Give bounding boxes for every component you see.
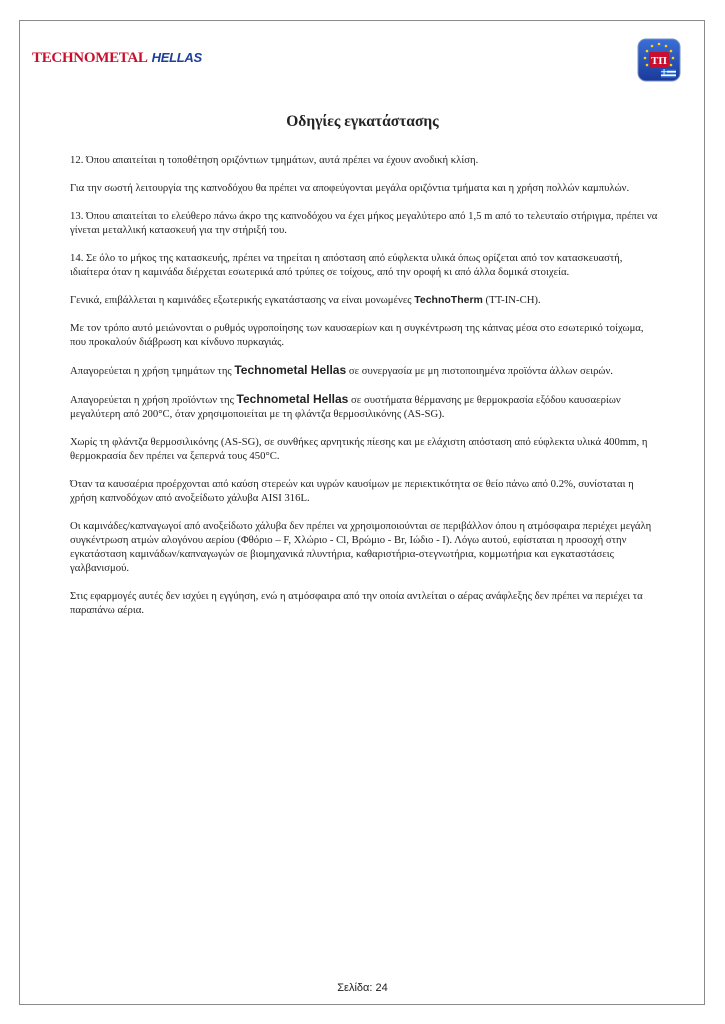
logo-word-technometal: TECHNOMETAL (32, 50, 148, 66)
paragraph-max-temperature: Απαγορεύεται η χρήση προϊόντων της Technometal Hellas σε συστήματα θέρμανσης με θερμοκρασία εξόδου καυσαερίων μεγαλύτερη από 200°C, όταν χρησιμοποιείται με τη φλάντζα θερμοσιλικόνης (AS-SG). (70, 392, 621, 420)
badge-text: ΤΠ (651, 55, 667, 67)
paragraph-warranty: Στις εφαρμογές αυτές δεν ισχύει η εγγύηση, ενώ η ατμόσφαιρα από την οποία αντλείται ο αέρας ανάφλεξης δεν πρέπει να περιέχει τα παραπάνω αέρια. (70, 590, 643, 616)
paragraph-condensation: Με τον τρόπο αυτό μειώνονται ο ρυθμός υγροποίησης των καυσαερίων και η συγκέντρωση της κάπνας μέσα στο εσωτερικό τοίχωμα, που προκαλούν διάβρωση και κίνδυνο πυρκαγιάς. (70, 322, 644, 348)
paragraph-no-gasket: Χωρίς τη φλάντζα θερμοσιλικόνης (AS-SG), σε συνθήκες αρνητικής πίεσης και με ελάχιστη απόσταση από εύφλεκτα υλικά 400mm, η θερμοκρασία δεν πρέπει να ξεπερνά τους 450°C. (70, 436, 648, 462)
brand-technometal-hellas: Technometal Hellas (234, 363, 347, 377)
brand-technometal-hellas: Technometal Hellas (236, 392, 349, 406)
paragraph-avoid-bends: Για την σωστή λειτουργία της καπνοδόχου θα πρέπει να αποφεύγονται μεγάλα οριζόντια τμήματα και η χρήση πολλών καμπυλών. (70, 182, 630, 194)
paragraph-halogen-atmosphere: Οι καμινάδες/καπναγωγοί από ανοξείδωτο χάλυβα δεν πρέπει να χρησιμοποιούνται σε περιβάλλον όπου η ατμόσφαιρα περιέχει μεγάλη συγκέντρωση ατμών αλογόνου αερίου (Φθόριο – F, Χλώριο - Cl, Βρώμιο - Br, Ιώδιο - I). Λόγω αυτού, εφίσταται η προσοχή στην εγκατάσταση καμινάδων/καπναγωγών σε βιομηχανικά πλυντήρια, καθαριστήρια-στεγνωτήρια, κομμωτήρια και εγκαταστάσεις γαλβανισμού. (70, 520, 652, 574)
paragraph-flammable-distance: 14. Σε όλο το μήκος της κατασκευής, πρέπει να τηρείται η απόσταση από εύφλεκτα υλικά όπως ορίζεται από τον κατασκευαστή, ιδιαίτερα όταν η καμινάδα διέρχεται εσωτερικά από τρύπες σε τοίχους, από την οροφή κι από άλλα δομικά στοιχεία. (70, 252, 623, 278)
paragraph-insulated-chimneys: Γενικά, επιβάλλεται η καμινάδες εξωτερικής εγκατάστασης να είναι μονωμένες TechnoTherm (TT-IN-CH). (70, 294, 541, 306)
document-body (70, 153, 660, 631)
paragraph-sulfur-content: Όταν τα καυσαέρια προέρχονται από καύση στερεών και υγρών καυσίμων με περιεκτικότητα σε θείο πάνω από 0.2%, συνίσταται η χρήση καπνοδόχων από ανοξείδωτο χάλυβα AISI 316L. (70, 478, 634, 504)
paragraph-uncertified-products: Απαγορεύεται η χρήση τμημάτων της Technometal Hellas σε συνεργασία με μη πιστοποιημένα προϊόντα άλλων σειρών. (70, 363, 613, 377)
certification-badge-icon (637, 38, 681, 82)
brand-technotherm: TechnoTherm (414, 294, 483, 306)
paragraph-horizontal-sections: 12. Όπου απαιτείται η τοποθέτηση οριζόντιων τμημάτων, αυτά πρέπει να έχουν ανοδική κλίση. (70, 154, 479, 166)
page-number: Σελίδα: 24 (337, 982, 388, 994)
paragraph-free-top-support: 13. Όπου απαιτείται το ελεύθερο πάνω άκρο της καπνοδόχου να έχει μήκος μεγαλύτερο από 1,5 m από το τελευταίο στήριγμα, πρέπει να γίνεται μεταλλική κατασκευή για την στήριξή του. (70, 210, 658, 236)
logo-word-hellas: HELLAS (151, 50, 202, 65)
company-logo (32, 49, 202, 67)
page-title: Οδηγίες εγκατάστασης (286, 113, 439, 130)
